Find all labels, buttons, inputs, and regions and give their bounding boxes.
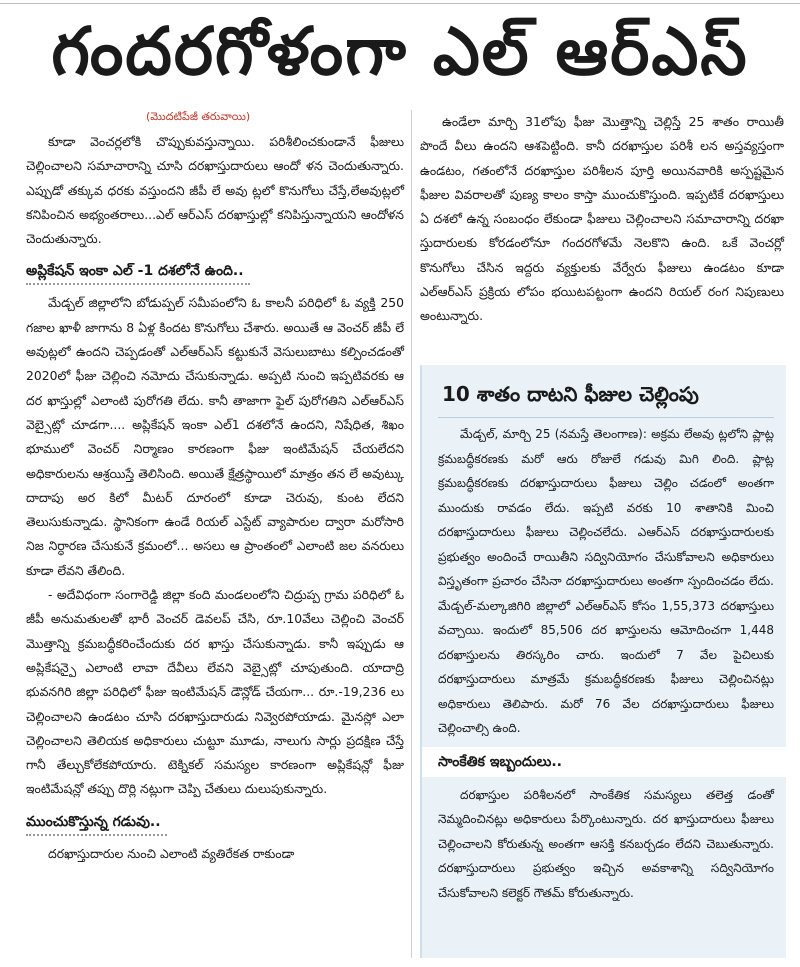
sidebar-box [420,365,786,958]
top-rule [0,3,800,4]
column-divider [411,110,412,958]
left-paragraph-4: దరఖాస్తుదారుల నుంచి ఎలాంటి వ్యతిరేకత రాకుండా [48,845,295,861]
left-paragraph-1: కూడా వెంచర్లలోకి చొప్పుకువస్తున్నాయి. పరిశీలించకుండానే ఫీజులు చెల్లించాలని సమాచారాన్ని చూసి దరఖాస్తుదారులు ఆందో ళన చెందుతున్నారు. ఎప్పుడో తక్కువ ధరకు వస్తుందని జీపీ లే అవు ట్లలో కొనుగోలు చేస్తే,లేఅవుట్లలో కనిపించిన అభ్యంతరాలు...ఎల్ ఆర్ఎస్ దరఖాస్తుల్లో కనిపిస్తున్నాయని ఆందోళన చెందుతున్నారు. [26,134,404,247]
left-paragraph-3: - అదేవిధంగా సంగారెడ్డి జిల్లా కంది మండలంలోని చిద్రుప్ప గ్రామ పరిధిలో ఓ జీపీ అనుమతులతో భారీ వెంచర్ డెవలప్ చేసి, రూ.10వేలు చెల్లించి వెంచర్ మొత్తాన్ని క్రమబద్ధీకరించేందుకు దర ఖాస్తు చేసుకున్నాడు. కానీ ఇప్పుడు ఆ అప్లికేషన్పై ఎలాంటి లావా దేవీలు లేవని వెబ్సైట్లో చూపుతుంది. యాదాద్రి భువనగిరి జిల్లా పరిధిలో ఫీజు ఇంటిమేషన్ డౌన్లోడ్ చేయగా... రూ.-19,236 లు చెల్లించాలని ఉండటం చూసి దరఖాస్తుదారుడు నివ్వెరపోయాడు. మైనస్లో ఎలా చెల్లించాలని తెలియక అధికారులు చుట్టూ మూడు, నాలుగు సార్లు ప్రదక్షిణ చేస్తే గానీ తేల్చుకోలేకపోయారు. టెక్నికల్ సమస్యల కారణంగా అప్లికేషన్లో ఫీజు ఇంటిమేషన్లో తప్పు దొర్లి నట్లుగా చెప్పి చేతులు దులుపుకున్నారు. [26,587,404,797]
continuation-kicker: (మొదటిపేజీ తరువాయి) [146,110,251,123]
subhead-deadline: ముంచుకొస్తున్న గడువు.. [26,810,167,836]
subhead-application-stage: అప్లికేషన్ ఇంకా ఎల్ -1 దశలోనే ఉంది.. [26,259,250,285]
box-paragraph-1: మేడ్చల్, మార్చి 25 (నమస్తే తెలంగాణ): అక్రమ లేఅవు ట్లలోని ప్లాట్ల క్రమబద్ధీకరణకు మరో ఆరు రోజులే గడువు మిగి లింది. ప్లాట్ల క్రమబద్ధీకరణకు దరఖాస్తుదారులు ఫీజులు చెల్లిం చడంలో అంతగా ముందుకు రావడం లేదు. ఇప్పటి వరకు 10 శాతానికి మించి దరఖాస్తుదారులు ఫీజులు చెల్లించలేదు. ఎఆర్ఎస్ దరఖాస్తుదారులకు ప్రభుత్వం అందించే రాయితీని సద్వినియోగం చేసుకోవాలని అధికారులు విస్తృతంగా ప్రచారం చేసినా దరఖాస్తుదారులు అంతగా స్పందించడం లేదు. మేడ్చల్-మల్కాజిగిరి జిల్లాలో ఎల్ఆర్ఎస్ కోసం 1,55,373 దరఖాస్తులు వచ్చాయి. ఇందులో 85,506 దర ఖాస్తులను ఆమోదించగా 1,448 దరఖాస్తులను తిరస్కరిం చారు. ఇందులో 7 వేల పైచిలుకు దరఖాస్తుదారులు మాత్రమే క్రమబద్ధీకరణకు ఫీజులు చెల్లించినట్లు అధికారులు తెలిపారు. మరో 76 వేల దరఖాస్తుదారులు ఫీజులు చెల్లించాల్సి ఉంది. [438,427,774,735]
left-paragraph-2: మేడ్చల్ జిల్లాలోని బోడుప్పల్ సమీపంలోని ఓ కాలనీ పరిధిలో ఓ వ్యక్తి 250 గజాల ఖాళీ జాగాను 8 ఏళ్ల కిందట కొనుగోలు చేశారు. అయితే ఆ వెంచర్ జీపీ లే అవుట్లలో ఉందని చెప్పడంతో ఎల్ఆర్ఎస్ కట్టుకునే వెసులుబాటు కల్పించడంతో 2020లో ఫీజు చెల్లించి నమోదు చేసుకున్నాడు. అప్పటి నుంచి ఇప్పటివరకు ఆ దర ఖాస్తుల్లో ఎలాంటి పురోగతి లేదు. కానీ తాజాగా ఫైల్ పురోగతిని ఎల్ఆర్ఎస్ వెబ్సైట్లో చూడగా.... అప్లికేషన్ ఇంకా ఎల్1 దశలోనే ఉందని, నిషేధిత, శిఖం భూములో వెంచర్ నిర్మాణం కారణంగా ఫీజు ఇంటిమేషన్ చేయలేదని అధికారులను ఆశ్రయిస్తే తెలిసింది. అయితే క్షేత్రస్థాయిలో మాత్రం తన లే అవుట్కు దాదాపు అర కిలో మీటర్ దూరంలో కూడా చెరువు, కుంట లేదని తెలుసుకున్నాడు. స్థానికంగా ఉండే రియల్ ఎస్టేట్ వ్యాపారుల ద్వారా మరోసారి నిజ నిర్ధారణ చేసుకునే క్రమంలో... అసలు ఆ ప్రాంతంలో ఎలాంటి జల వనరులు కూడా లేవని తేలింది. [26,295,404,578]
box-title: 10 శాతం దాటని ఫీజుల చెల్లింపు [438,375,774,418]
headline: గందరగోళంగా ఎల్ ఆర్ఎస్ [51,13,749,90]
right-column [420,110,784,329]
box-subhead-technical: సాంకేతిక ఇబ్బందులు.. [422,747,790,777]
right-paragraph-1: ఉండేలా మార్చి 31లోపు ఫీజు మొత్తాన్ని చెల్లిస్తే 25 శాతం రాయితీ పొందే వీలు ఉందని ఆశపెట్టింది. కానీ దరఖాస్తుల పరిశీ లన అస్తవ్యస్తంగా ఉండటం, గతంలోనే దరఖాస్తుల పరిశీలన పూర్తి అయినవారికి అస్పష్టమైన ఫీజుల వివరాలతో పుణ్య కాలం కాస్తా ముంచుకొస్తుంది. ఇప్పటికే దరఖాస్తులు ఏ దశలో ఉన్న సంబంధం లేకుండా ఫీజులు చెల్లించాలని సమాచారాన్ని దరఖా స్తుదారులకు కోరడంలోనూ గందరగోళమే నెలకొని ఉంది. ఒకే వెంచర్లో కొనుగోలు చేసిన ఇద్దరు వ్యక్తులకు వేర్వేరు ఫీజులు ఉండటం కూడా ఎల్ఆర్ఎస్ ప్రక్రియ లోపం భయిటపట్టంగా ఉందని రియల్ రంగ నిపుణులు అంటున్నారు. [420,114,784,324]
left-column [26,110,404,866]
box-paragraph-2: దరఖాస్తుల పరిశీలనలో సాంకేతిక సమస్యలు తలెత్త డంతో నెమ్మదించినట్లు అధికారులు పేర్కొంటున్నారు. దర ఖాస్తుదారులు ఫీజులు చెల్లించాలని కోరుతున్న అంతగా ఆసక్తి కనబర్చడం లేదని చెబుతున్నారు. దరఖాస్తుదారులు ప్రభుత్వం ఇచ్చిన అవకాశాన్ని సద్వినియోగం చేసుకోవాలని కలెక్టర్ గౌతమ్ కోరుతున్నారు. [438,787,774,900]
